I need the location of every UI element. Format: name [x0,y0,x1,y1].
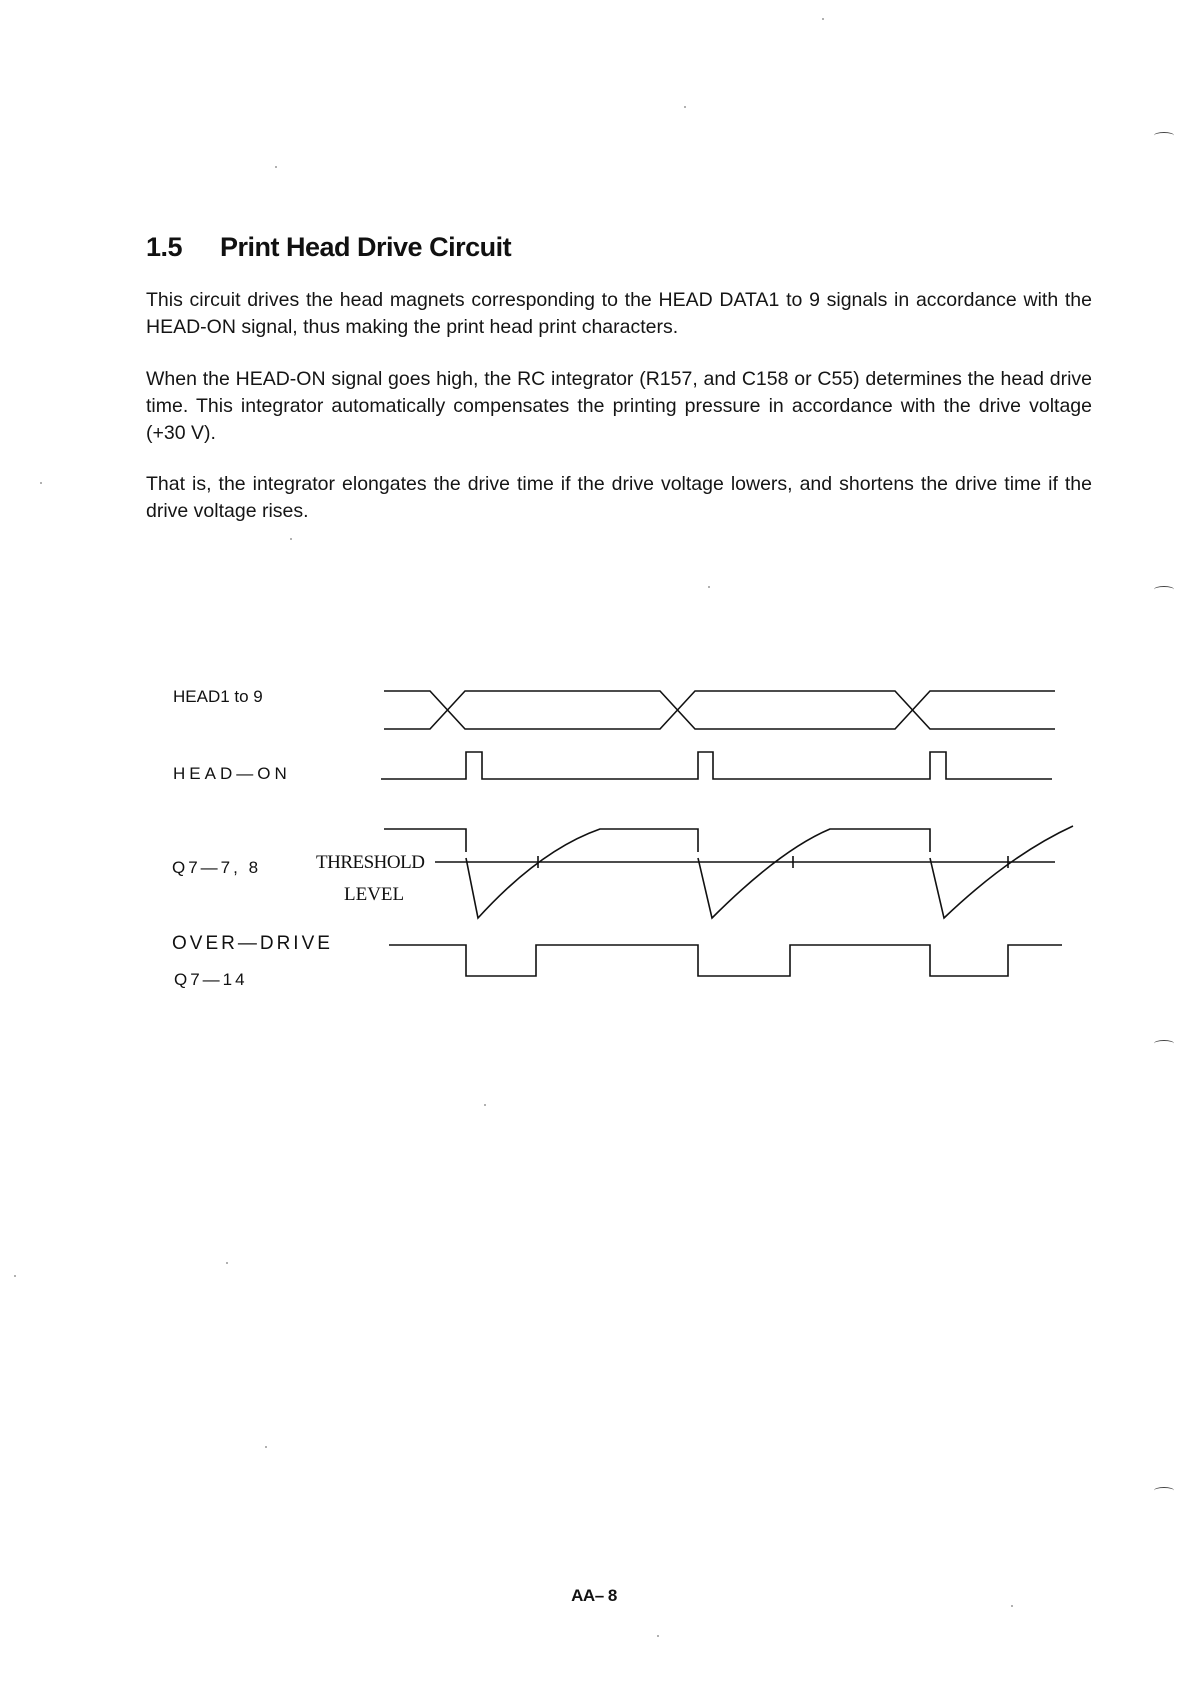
scan-edge-mark [1154,1487,1174,1494]
scan-edge-mark [1154,1040,1174,1047]
waveform-head-on [381,752,1052,779]
paragraph-3: That is, the integrator elongates the drive time if the drive voltage lowers, and shortens the drive time if the drive voltage rises. [146,473,1092,522]
waveform-q7-78 [384,826,1073,918]
scan-speck [265,1446,267,1448]
label-head-on: HEAD—ON [173,764,291,783]
scan-edge-mark [1154,586,1174,593]
paragraph-2: When the HEAD-ON signal goes high, the RC integrator (R157, and C158 or C55) determines the head drive time. This integrator automatically compensates the printing pressure in accordance with the drive voltage (+30 V). [146,368,1092,444]
scan-speck [40,482,42,484]
page-number: AA– 8 [571,1586,617,1605]
scan-speck [290,538,292,540]
waveform-head-data [384,691,1055,729]
scan-speck [1011,1605,1013,1607]
scan-speck [226,1262,228,1264]
scan-speck [822,18,824,20]
label-threshold: THRESHOLD [316,852,425,873]
label-head-data: HEAD1 to 9 [173,687,263,706]
label-q7-14: Q7—14 [174,970,248,989]
scan-speck [708,586,710,588]
timing-diagram [0,640,1188,1010]
label-q7-7-8: Q7—7, 8 [172,858,262,877]
label-over-drive: OVER—DRIVE [172,933,333,954]
scan-speck [484,1104,486,1106]
waveform-over-drive [389,945,1062,976]
scan-speck [684,106,686,108]
label-level: LEVEL [344,884,405,905]
section-title: Print Head Drive Circuit [220,232,512,262]
section-heading [146,232,511,263]
section-number: 1.5 [146,232,183,262]
scan-speck [657,1635,659,1637]
scan-edge-mark [1154,132,1174,139]
scan-speck [275,166,277,168]
scan-speck [14,1275,16,1277]
paragraph-1: This circuit drives the head magnets corresponding to the HEAD DATA1 to 9 signals in accordance with the HEAD-ON signal, thus making the print head print characters. [146,289,1092,338]
